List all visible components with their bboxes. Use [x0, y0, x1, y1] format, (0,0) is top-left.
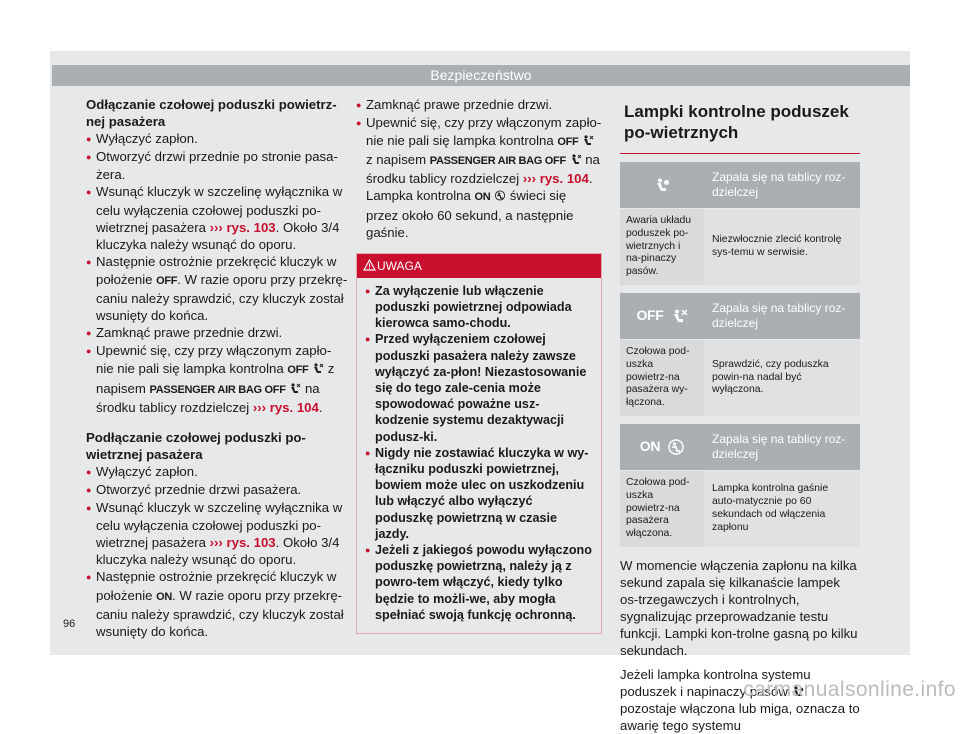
paragraph: Jeżeli lampka kontrolna systemu poduszek i napinaczy pasów pozostaje włączona lub miga, oznacza to awarię tego systemu — [620, 666, 860, 733]
passenger-airbag-off-label: PASSENGER AIR BAG OFF — [429, 155, 566, 168]
list-item: ● Otworzyć przednie drzwi pasażera. — [86, 481, 348, 499]
table-header-text: Zapala się na tablicy roz-dzielczej — [712, 300, 846, 330]
airbag-off-icon — [672, 309, 688, 323]
list-item: ● Wsunąć kluczyk w szczelinę wyłącznika w celu wyłączenia czołowej poduszki po-wietrznej pasażera ››› rys. 103. Około 3/4 kluczyka należy wsunąć do oporu. — [86, 499, 348, 568]
table-header-row — [620, 424, 860, 470]
list-item: ● Zamknąć prawe przednie drzwi. — [356, 96, 602, 114]
table-header-row — [620, 293, 860, 339]
list-item: ● Wyłączyć zapłon. — [86, 463, 348, 481]
airbag-off-icon — [582, 135, 594, 146]
table-row — [620, 471, 860, 547]
off-symbol: OFF — [287, 364, 309, 377]
table-cell-action: Niezwłocznie zlecić kontrolę sys-temu w serwisie. — [712, 234, 842, 258]
list-item: ● Upewnić się, czy przy włączonym zapło-nie nie pali się lampka kontrolna OFF z napisem PASSENGER AIR BAG OFF na środku tablicy rozdzielczej ››› rys. 104. Lampka kontrolna ON świeci się przez około 60 sekund, a następnie gaśnie. — [356, 114, 602, 241]
airbag-on-icon — [494, 190, 506, 201]
airbag-off-icon — [570, 154, 582, 165]
figure-link-103[interactable]: ››› rys. 103 — [209, 219, 276, 235]
warning-item: ● Za wyłączenie lub włączenie poduszki powietrznej odpowiada kierowca samo-chodu. — [365, 283, 593, 332]
table-cell-action: Sprawdzić, czy poduszka powin-na nadal być wyłączona. — [712, 358, 829, 396]
table-cell-condition: Czołowa pod-uszka powietrz-na pasażera wy-łączona. — [620, 340, 704, 416]
table-cell-condition: Czołowa pod-uszka powietrz-na pasażera włączona. — [620, 471, 704, 547]
off-symbol: OFF — [636, 307, 664, 324]
list-item: ● Następnie ostrożnie przekręcić kluczyk w położenie OFF. W razie oporu przy przekrę-caniu należy sprawdzić, czy kluczyk został wsunięty do końca. — [86, 253, 348, 324]
list-item: ● Następnie ostrożnie przekręcić kluczyk w położenie ON. W razie oporu przy przekrę-caniu należy sprawdzić, czy kluczyk został wsunięty do końca. — [86, 568, 348, 639]
warning-title: UWAGA — [377, 258, 422, 273]
warning-item: ● Przed wyłączeniem czołowej poduszki pasażera należy zawsze wyłączyć za-płon! Niezastosowanie się do tego zale-cenia może spowodować poważne usz-kodzenie systemu dezaktywacji podusz-ki. — [365, 331, 593, 444]
paragraph: W momencie włączenia zapłonu na kilka sekund zapala się kilkanaście lampek os-trzegawczych i kontrolnych, sygnalizując przeprowadzanie testu funkcji. Lampki kon-trolne gasną po kilku sekundach. — [620, 557, 858, 659]
table-header-text: Zapala się na tablicy roz-dzielczej — [712, 170, 846, 199]
list-item: ● Otworzyć drzwi przednie po stronie pasa-żera. — [86, 148, 348, 183]
watermark: carmanualsonline.info — [743, 678, 956, 701]
list-item: ● Upewnić się, czy przy włączonym zapło-nie nie pali się lampka kontrolna OFF z napisem PASSENGER AIR BAG OFF na środku tablicy rozdzielczej ››› rys. 104. — [86, 342, 348, 415]
column-middle — [356, 96, 602, 634]
table-cell-condition: Awaria układu poduszek po-wietrznych i na-pinaczy pasów. — [620, 209, 704, 285]
table-row — [620, 209, 860, 285]
on-symbol: ON — [639, 438, 661, 455]
section-header: Bezpieczeństwo — [52, 65, 910, 86]
off-symbol: OFF — [557, 136, 579, 149]
heading-enable-airbag: Podłączanie czołowej poduszki po-wietrznej pasażera — [86, 429, 306, 462]
airbag-on-icon — [668, 439, 684, 455]
section-title: Lampki kontrolne poduszek po-wietrznych — [620, 96, 860, 154]
page-number: 96 — [63, 618, 76, 630]
list-item: ● Zamknąć prawe przednie drzwi. — [86, 324, 348, 342]
column-left — [86, 96, 348, 640]
figure-link-103[interactable]: ››› rys. 103 — [209, 535, 276, 551]
column-right — [620, 96, 860, 734]
airbag-off-icon — [312, 363, 324, 374]
airbag-warning-icon — [654, 178, 670, 192]
warning-triangle-icon — [363, 259, 376, 271]
airbag-off-icon — [289, 383, 301, 394]
table-header-text: Zapala się na tablicy roz-dzielczej — [712, 431, 846, 461]
warning-box — [356, 253, 602, 634]
heading-disable-airbag: Odłączanie czołowej poduszki powietrz-nej pasażera — [86, 97, 337, 130]
figure-link-104[interactable]: ››› rys. 104 — [522, 171, 589, 187]
list-item: ● Wsunąć kluczyk w szczelinę wyłącznika w celu wyłączenia czołowej poduszki po-wietrznej pasażera ››› rys. 103. Około 3/4 kluczyka należy wsunąć do oporu. — [86, 183, 348, 252]
list-item: ● Wyłączyć zapłon. — [86, 130, 348, 148]
table-header-row — [620, 162, 860, 208]
table-row — [620, 340, 860, 416]
warning-body — [357, 278, 601, 633]
on-symbol: ON — [474, 191, 491, 204]
table-cell-action: Lampka kontrolna gaśnie auto-matycznie po 60 sekundach od włączenia zapłonu — [712, 483, 829, 533]
off-symbol: OFF — [156, 274, 178, 287]
passenger-airbag-off-label: PASSENGER AIR BAG OFF — [149, 383, 286, 396]
figure-link-104[interactable]: ››› rys. 104 — [252, 399, 319, 415]
on-symbol: ON — [156, 590, 173, 603]
warning-item: ● Nigdy nie zostawiać kluczyka w wy-łączniku poduszki powietrznej, bowiem może ulec on uszkodzeniu lub włączyć albo wyłączyć poduszkę powietrzną w czasie jazdy. — [365, 445, 593, 542]
warning-header — [357, 254, 601, 278]
warning-item: ● Jeżeli z jakiegoś powodu wyłączono poduszkę powietrzną, należy ją z powro-tem włączyć, kiedy tylko będzie to możli-we, aby mogła spełniać swoją funkcję ochronną. — [365, 542, 593, 623]
